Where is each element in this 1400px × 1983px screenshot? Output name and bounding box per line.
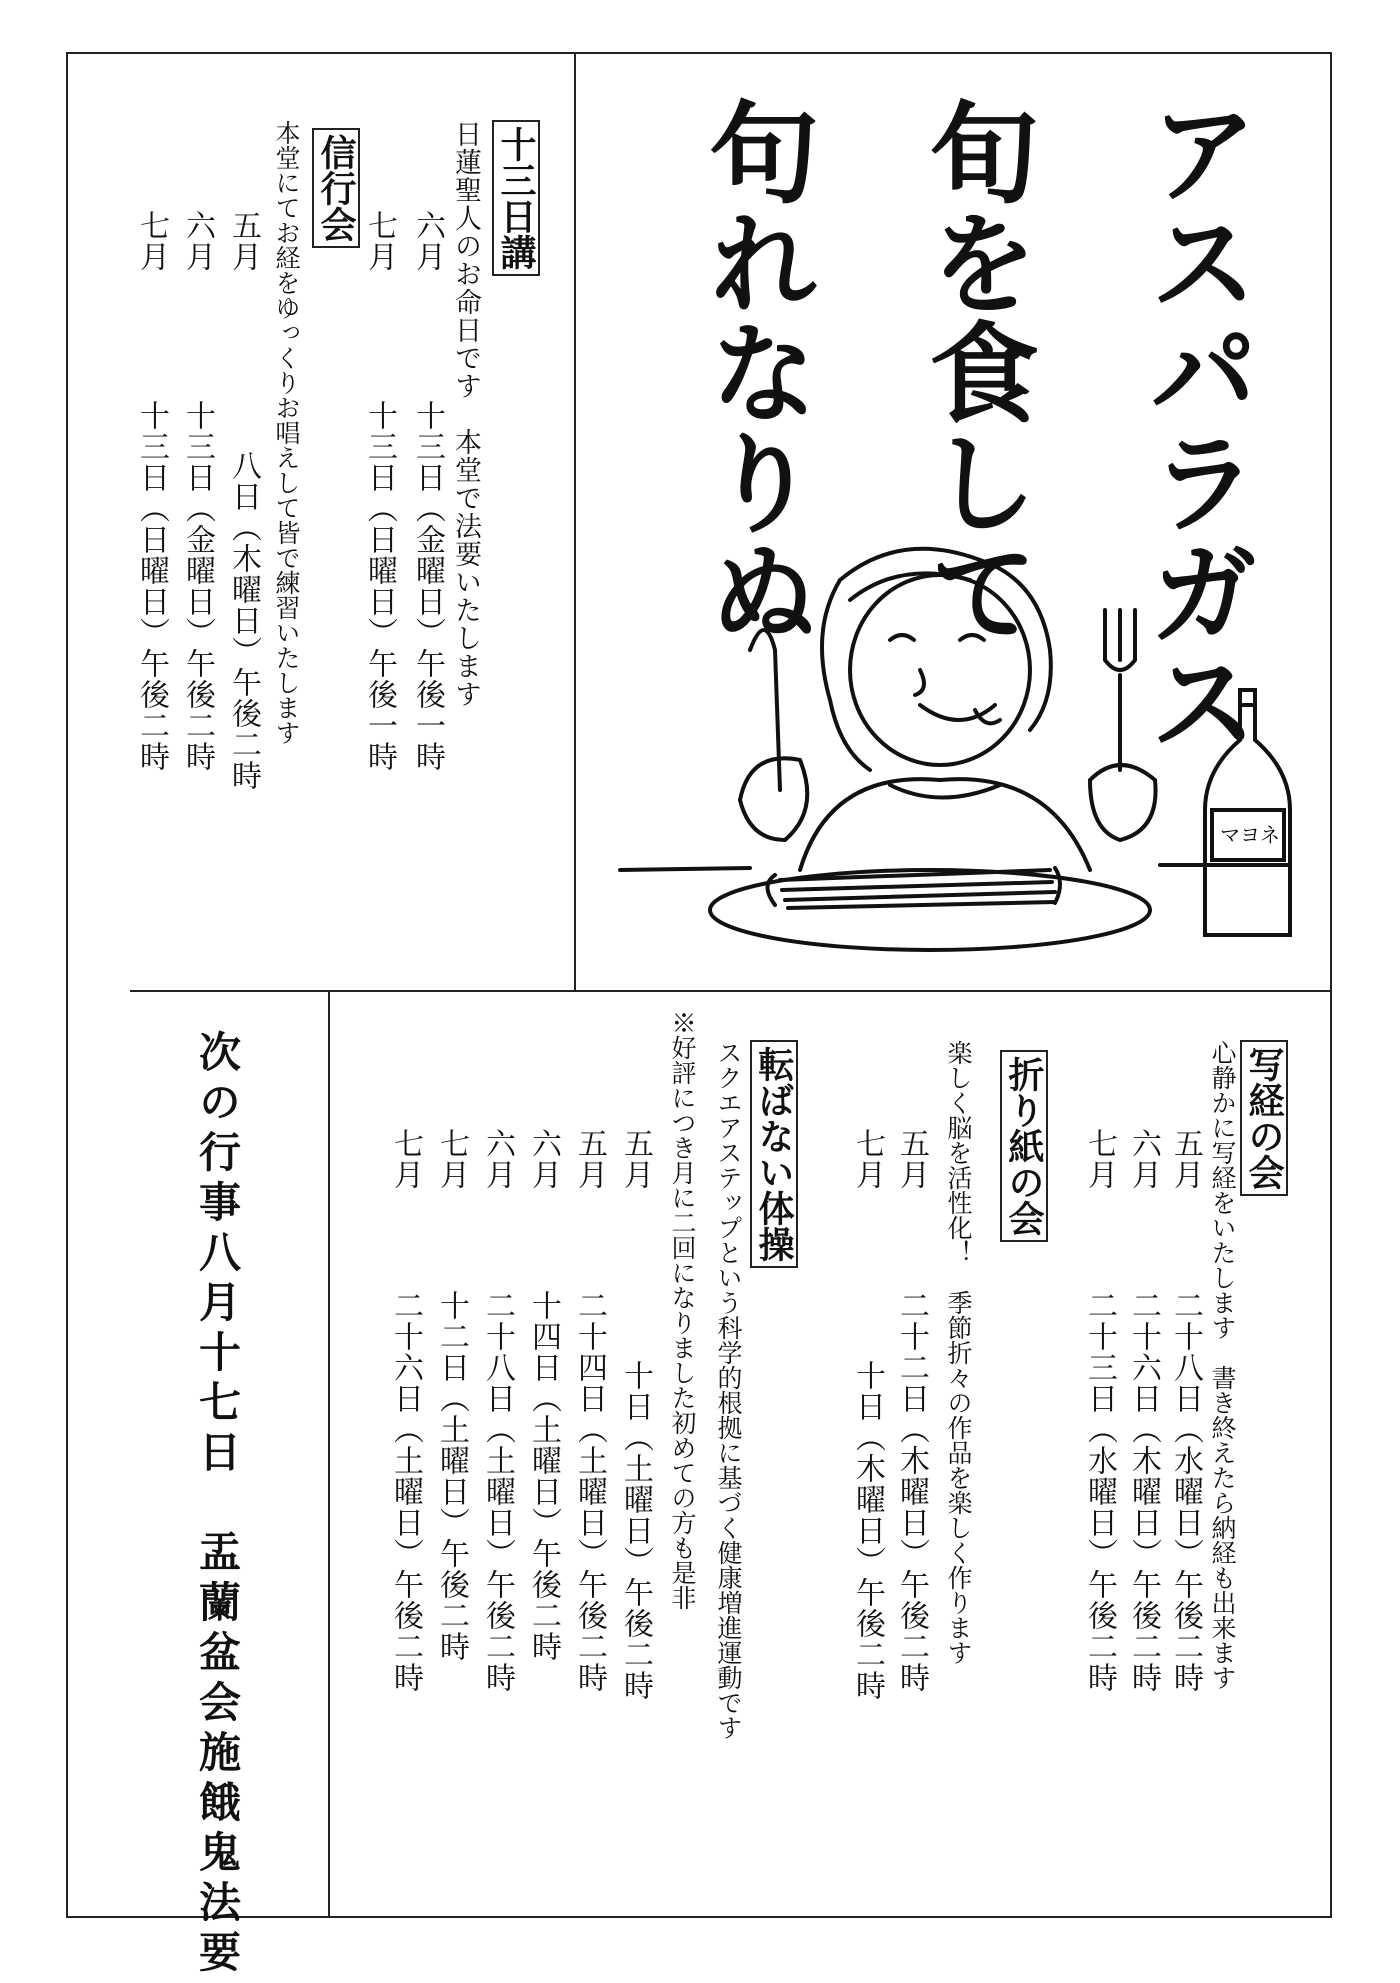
taiso-row-1-month: 五月 (618, 1128, 653, 1190)
jusanbi-row-2-date: 十三日（日曜日）午後一時 (362, 400, 397, 772)
taiso-row-3-month: 六月 (526, 1128, 561, 1190)
shingyo-row-3-month: 七月 (134, 210, 169, 272)
shakyo-row-2-month: 六月 (1126, 1128, 1161, 1190)
title-line-1: アスパラガス (1131, 96, 1259, 756)
taiso-row-4-date: 二十八日（土曜日）午後二時 (480, 1290, 515, 1693)
person-eating-asparagus-illustration (600, 540, 1300, 960)
taiso-row-5-date: 十二日（土曜日）午後二時 (434, 1290, 469, 1662)
bottle-label: マヨネ (1220, 823, 1280, 847)
taiso-row-1-date: 十日（土曜日）午後二時 (618, 1360, 653, 1701)
shakyo-desc: 心静かに写経をいたします 書き終えたら納経も出来ます (1208, 1040, 1237, 1690)
shakyo-row-3-date: 二十三日（水曜日）午後二時 (1082, 1290, 1117, 1693)
origami-desc: 楽しく脳を活性化！ 季節折々の作品を楽しく作ります (944, 1040, 973, 1665)
jusanbi-row-1-month: 六月 (410, 210, 445, 272)
next-event-notice: 次の行事八月十七日 盂蘭盆会施餓鬼法要 (193, 1030, 242, 1980)
taiso-desc: スクエアステップという科学的根拠に基づく健康増進運動です (714, 1040, 743, 1740)
divider-top-vertical (574, 54, 576, 992)
shakyo-heading: 写経の会 (1240, 1040, 1288, 1196)
divider-bottom-vertical (328, 992, 330, 1916)
taiso-note: ※好評につき月に二回になりました初めての方も是非 (668, 1010, 697, 1610)
taiso-heading: 転ばない体操 (750, 1040, 798, 1268)
taiso-row-5-month: 七月 (434, 1128, 469, 1190)
shakyo-row-2-date: 二十六日（木曜日）午後二時 (1126, 1290, 1161, 1693)
divider-horizontal (130, 990, 1330, 992)
origami-row-2-month: 七月 (850, 1128, 885, 1190)
taiso-row-2-month: 五月 (572, 1128, 607, 1190)
taiso-row-4-month: 六月 (480, 1128, 515, 1190)
shingyo-row-1-month: 五月 (226, 210, 261, 272)
shingyo-row-2-month: 六月 (180, 210, 215, 272)
jusanbi-row-1-date: 十三日（金曜日）午後一時 (410, 400, 445, 772)
jusanbi-heading: 十三日講 (492, 120, 540, 276)
origami-row-1-date: 二十二日（木曜日）午後二時 (894, 1290, 929, 1693)
origami-heading: 折り紙の会 (1000, 1050, 1048, 1242)
shingyo-desc: 本堂にてお経をゆっくりお唱えして皆で練習いたします (272, 120, 301, 745)
taiso-row-6-month: 七月 (388, 1128, 423, 1190)
taiso-row-2-date: 二十四日（土曜日）午後二時 (572, 1290, 607, 1693)
origami-row-2-date: 十日（木曜日）午後二時 (850, 1360, 885, 1701)
shingyo-row-2-date: 十三日（金曜日）午後二時 (180, 400, 215, 772)
taiso-row-3-date: 十四日（土曜日）午後二時 (526, 1290, 561, 1662)
shakyo-row-1-date: 二十八日（水曜日）午後二時 (1168, 1290, 1203, 1693)
taiso-row-6-date: 二十六日（土曜日）午後二時 (388, 1290, 423, 1693)
title-line-3: 句れなりぬ (691, 96, 819, 646)
jusanbi-row-2-month: 七月 (362, 210, 397, 272)
shakyo-row-3-month: 七月 (1082, 1128, 1117, 1190)
jusanbi-desc: 日蓮聖人のお命日です 本堂で法要いたします (450, 120, 481, 708)
shingyo-row-1-date: 八日（木曜日）午後二時 (226, 450, 261, 791)
origami-row-1-month: 五月 (894, 1128, 929, 1190)
shakyo-row-1-month: 五月 (1168, 1128, 1203, 1190)
shingyo-row-3-date: 十三日（日曜日）午後二時 (134, 400, 169, 772)
title-line-2: 旬を食して (911, 96, 1039, 646)
shingyo-heading: 信行会 (312, 128, 360, 248)
